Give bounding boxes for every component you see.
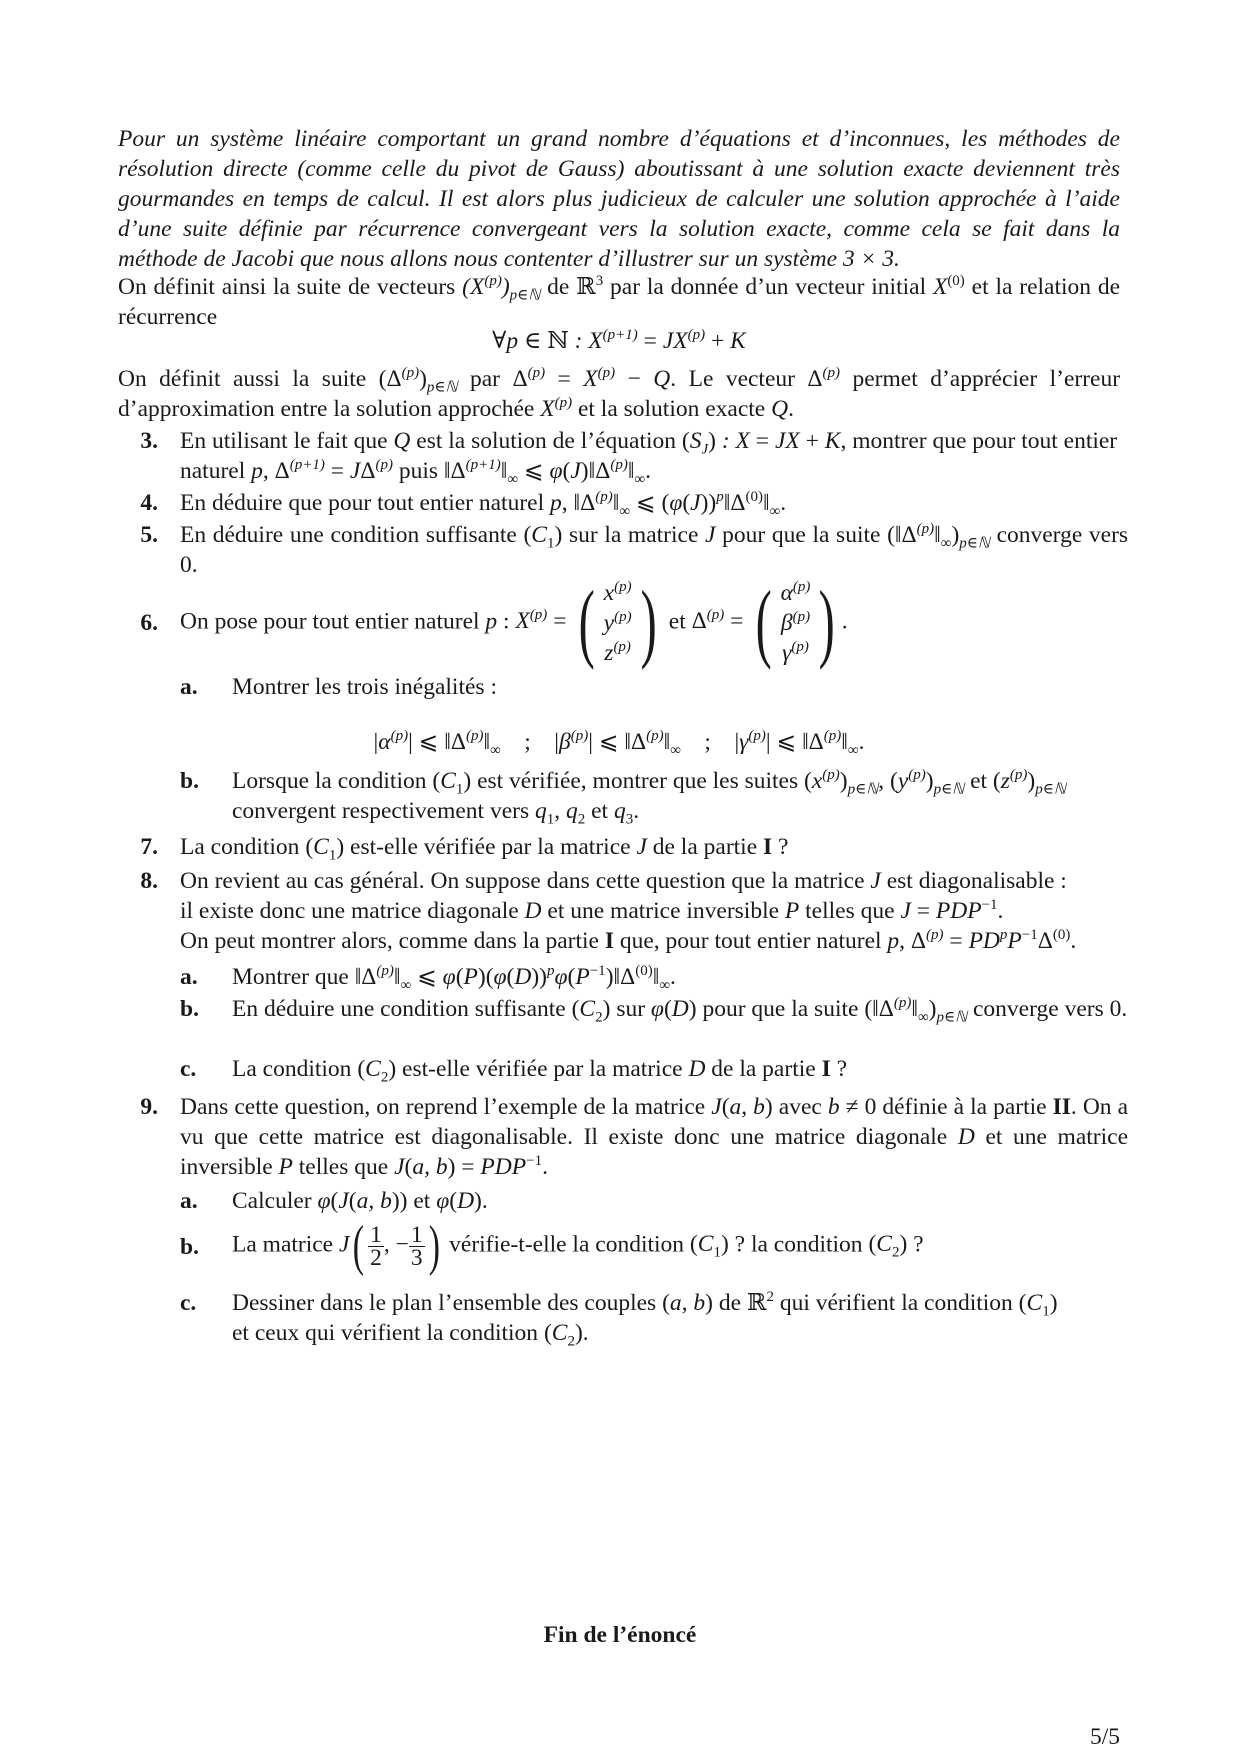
question-9: 9. Dans cette question, on reprend l’exemple de la matrice J(a, b) avec b ≠ 0 définie à la partie II. On a vu que cette matrice est diagonalisable. Il existe donc une matrice diagonale D et une matrice inversible P telles que J(a, $b) = PDP^{-1}$. xyxy=(140,1094,1129,1180)
question-8: 8. On revient au cas général. On suppose dans cette question que la matrice J est diagonalisable : il existe donc une matrice diagonale D et une matrice inversible P telles que $J = PDP^{-1}$. On peut montrer alors, comme dans la partie I que, pour tout entier naturel p, $\Delta^{(p)} = PD^pP^{-1}\Delta^{(0)}$. xyxy=(140,868,1077,954)
definition-error: On définit aussi la suite $(\Delta^{(p)})_{p\in ℕ}$ par $\Delta^{(p)} = X^{(p)} - Q$. Le vecteur $\Delta^{(p)}$ permet d’apprécier l’erreur d’approximation entre la solution approchée $X^{(p)}$ et la solution exacte Q. xyxy=(118,365,1121,422)
page-number: 5/5 xyxy=(1089,1724,1120,1750)
question-6a: a. Montrer les trois inégalités : xyxy=(180,674,497,700)
intro-paragraph: Pour un système linéaire comportant un grand nombre d’équations et d’inconnues, les méthodes de résolution directe (comme celle du pivot de Gauss) aboutissant à une solution exacte deviennent très gourmandes en temps de calcul. Il est alors plus judicieux de calculer une solution approchée à l’aide d’une suite définie par récurrence convergeant vers la solution exacte, comme cela se fait dans la méthode de Jacobi que nous allons nous contenter d’illustrer sur un système 3 × 3. xyxy=(118,126,1120,272)
question-7: 7. La condition $(C_1)$ est-elle vérifiée par la matrice J de la partie I ? xyxy=(140,834,789,864)
question-6: 6. On pose pour tout entier naturel p : $X^{(p)}$ = ( $x^{(p)}$ $y^{(p)}$ $z^{(p)}$ ) et $\Delta^{(p)}$ = ( $\alpha^{(p)}$ $\beta^{(p)}$ $\gamma^{(p)}$ ) . xyxy=(140,574,848,671)
recurrence-formula: ∀p ∈ ℕ : $X^{(p+1)} = JX^{(p)} + K$ xyxy=(492,327,746,354)
question-8c: c. La condition $(C_2)$ est-elle vérifiée par la matrice D de la partie I ? xyxy=(180,1056,848,1086)
question-8a: a. Montrer que $‖\Delta^{(p)}‖_\infty$ ⩽ $\varphi(P)(\varphi(D))^p\varphi(P^{-1})‖\Delta^{(0)}‖_\infty$. xyxy=(180,963,676,994)
question-3: 3. En utilisant le fait que Q est la solution de l’équation $(S_J)$ : X = JX + K, montrer que pour tout entier naturel p, $\Delta^{(p+1)} = J\Delta^{(p)}$ puis $‖\Delta^{(p+1)}‖_\infty$ ⩽ $\varphi(J)‖\Delta^{(p)}‖_\infty$. xyxy=(140,428,1118,488)
question-5: 5. En déduire une condition suffisante $(C_1)$ sur la matrice J pour que la suite $(‖\Delta^{(p)}‖_\infty)_{p\in ℕ}$ converge vers 0. xyxy=(140,521,1129,578)
question-8b: b. En déduire une condition suffisante $(C_2)$ sur φ(D) pour que la suite $(‖\Delta^{(p)}‖_\infty)_{p\in ℕ}$ converge vers 0. xyxy=(180,995,1128,1026)
question-4: 4. En déduire que pour tout entier naturel p, $‖\Delta^{(p)}‖_\infty$ ⩽ $(\varphi(J))^p‖\Delta^{(0)}‖_\infty$. xyxy=(140,489,787,520)
question-9a: a. Calculer φ(J(a, b)) et φ(D). xyxy=(180,1188,488,1214)
end-of-statement: Fin de l’énoncé xyxy=(543,1622,697,1648)
definition-sequence: On définit ainsi la suite de vecteurs $(X^{(p)})_{p\in ℕ}$ de ℝ$^3$ par la donnée d’un vecteur initial $X^{(0)}$ et la relation de récurrence xyxy=(118,273,1121,330)
question-9b: b. La matrice J( $\frac{1}{2}$ , − $\frac{1}{3}$ ) vérifie-t-elle la condition $(C_1)$ ? la condition $(C_2)$ ? xyxy=(180,1215,924,1277)
question-6b: b. Lorsque la condition $(C_1)$ est vérifiée, montrer que les suites $(x^{(p)})_{p\in ℕ}$, $(y^{(p)})_{p\in ℕ}$ et $(z^{(p)})_{p\in ℕ}$ convergent respectivement vers $q_1$, $q_2$ et $q_3$. xyxy=(180,767,1066,828)
question-9c: c. Dessiner dans le plan l’ensemble des couples (a, b) de ℝ$^2$ qui vérifient la condition $(C_1)$ et ceux qui vérifient la condition $(C_2)$. xyxy=(180,1289,1058,1350)
question-6a-inequalities: $|\alpha^{(p)}|$ ⩽ $‖\Delta^{(p)}‖_\infty$ ; $|\beta^{(p)}|$ ⩽ $‖\Delta^{(p)}‖_\infty$ ; $|\gamma^{(p)}|$ ⩽ $‖\Delta^{(p)}‖_\infty$. xyxy=(373,728,865,759)
